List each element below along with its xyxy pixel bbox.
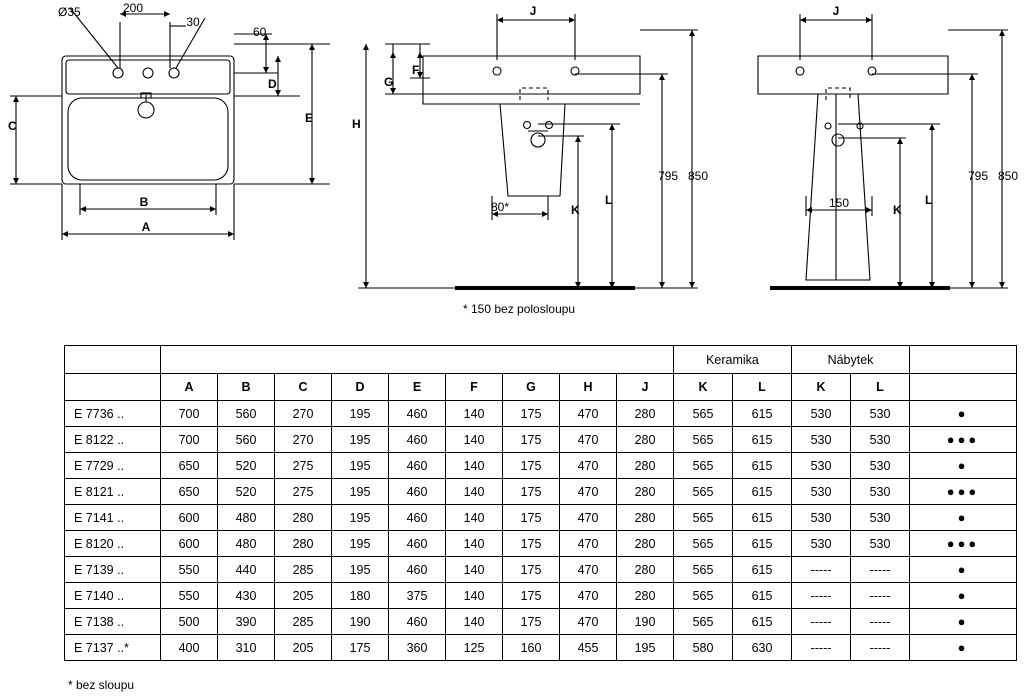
table-row bbox=[65, 557, 1017, 583]
cell-value: 195 bbox=[332, 505, 389, 531]
cell-variant-dots: ● bbox=[910, 453, 1017, 479]
cell-value: 195 bbox=[617, 635, 674, 661]
table-row bbox=[65, 401, 1017, 427]
cell-value: 280 bbox=[617, 453, 674, 479]
cell-value: 140 bbox=[446, 505, 503, 531]
cell-value: 565 bbox=[674, 557, 733, 583]
column-header-A: A bbox=[161, 374, 218, 401]
cell-value: 140 bbox=[446, 453, 503, 479]
cell-model: E 7736 .. bbox=[65, 401, 161, 427]
cell-value: 140 bbox=[446, 583, 503, 609]
label-E: E bbox=[305, 111, 314, 125]
cell-value: 285 bbox=[275, 609, 332, 635]
cell-value: 205 bbox=[275, 635, 332, 661]
cell-model: E 7140 .. bbox=[65, 583, 161, 609]
cell-value: 530 bbox=[792, 453, 851, 479]
label-L-pedestal: L bbox=[925, 193, 933, 207]
cell-value: 460 bbox=[389, 479, 446, 505]
cell-model: E 7729 .. bbox=[65, 453, 161, 479]
cell-value: 175 bbox=[503, 427, 560, 453]
cell-value: 530 bbox=[851, 531, 910, 557]
cell-value: 650 bbox=[161, 479, 218, 505]
cell-value: 175 bbox=[503, 531, 560, 557]
label-795-pedestal: 795 bbox=[968, 169, 989, 183]
column-header-L-furniture: L bbox=[851, 374, 910, 401]
label-H: H bbox=[352, 117, 361, 131]
label-850-side: 850 bbox=[688, 169, 709, 183]
column-header-C: C bbox=[275, 374, 332, 401]
cell-value: ----- bbox=[851, 583, 910, 609]
cell-value: 565 bbox=[674, 479, 733, 505]
column-header-K-ceramic: K bbox=[674, 374, 733, 401]
cell-value: 310 bbox=[218, 635, 275, 661]
cell-value: 530 bbox=[792, 479, 851, 505]
label-30: 30 bbox=[186, 15, 200, 29]
cell-value: 650 bbox=[161, 453, 218, 479]
cell-value: 615 bbox=[733, 453, 792, 479]
cell-value: 280 bbox=[617, 583, 674, 609]
table-row bbox=[65, 505, 1017, 531]
cell-value: 140 bbox=[446, 427, 503, 453]
cell-value: 530 bbox=[792, 401, 851, 427]
cell-variant-dots: ●●● bbox=[910, 479, 1017, 505]
cell-value: 700 bbox=[161, 427, 218, 453]
label-tap-hole-diameter: Ø35 bbox=[58, 5, 81, 19]
cell-value: 470 bbox=[560, 505, 617, 531]
cell-value: 280 bbox=[617, 401, 674, 427]
cell-value: 195 bbox=[332, 531, 389, 557]
cell-variant-dots: ● bbox=[910, 635, 1017, 661]
cell-value: 280 bbox=[617, 427, 674, 453]
column-header-H: H bbox=[560, 374, 617, 401]
cell-value: 175 bbox=[503, 479, 560, 505]
cell-value: 175 bbox=[332, 635, 389, 661]
cell-value: 360 bbox=[389, 635, 446, 661]
cell-value: 195 bbox=[332, 557, 389, 583]
cell-variant-dots: ●●● bbox=[910, 531, 1017, 557]
cell-variant-dots: ● bbox=[910, 609, 1017, 635]
cell-value: 615 bbox=[733, 583, 792, 609]
column-header-model bbox=[65, 374, 161, 401]
blank-cell bbox=[65, 346, 161, 374]
cell-value: 190 bbox=[617, 609, 674, 635]
cell-value: 140 bbox=[446, 401, 503, 427]
note-semi-pedestal: * 150 bez polosloupu bbox=[463, 302, 576, 316]
cell-value: 180 bbox=[332, 583, 389, 609]
column-header-G: G bbox=[503, 374, 560, 401]
cell-value: 565 bbox=[674, 453, 733, 479]
cell-value: 530 bbox=[851, 505, 910, 531]
cell-value: 565 bbox=[674, 505, 733, 531]
cell-value: 530 bbox=[792, 531, 851, 557]
column-header-B: B bbox=[218, 374, 275, 401]
label-J-pedestal: J bbox=[832, 4, 840, 18]
cell-value: 615 bbox=[733, 557, 792, 583]
cell-variant-dots: ● bbox=[910, 401, 1017, 427]
cell-value: 440 bbox=[218, 557, 275, 583]
note-without-pedestal: * bez sloupu bbox=[68, 678, 135, 692]
cell-value: 190 bbox=[332, 609, 389, 635]
cell-value: 480 bbox=[218, 531, 275, 557]
cell-value: 175 bbox=[503, 609, 560, 635]
cell-value: 530 bbox=[851, 453, 910, 479]
cell-value: 280 bbox=[617, 479, 674, 505]
group-header-ceramic: Keramika bbox=[674, 346, 792, 374]
label-L-side: L bbox=[605, 193, 613, 207]
cell-value: 615 bbox=[733, 609, 792, 635]
cell-value: 470 bbox=[560, 531, 617, 557]
table-row bbox=[65, 635, 1017, 661]
label-C: C bbox=[8, 119, 17, 133]
cell-value: 280 bbox=[617, 531, 674, 557]
table-column-header-row bbox=[65, 374, 1017, 401]
cell-model: E 7141 .. bbox=[65, 505, 161, 531]
cell-model: E 7138 .. bbox=[65, 609, 161, 635]
cell-value: 280 bbox=[275, 505, 332, 531]
cell-value: 205 bbox=[275, 583, 332, 609]
label-850-pedestal: 850 bbox=[998, 169, 1019, 183]
label-795-side: 795 bbox=[658, 169, 679, 183]
cell-value: 140 bbox=[446, 609, 503, 635]
cell-value: 285 bbox=[275, 557, 332, 583]
cell-value: 400 bbox=[161, 635, 218, 661]
table-row bbox=[65, 479, 1017, 505]
cell-value: 470 bbox=[560, 479, 617, 505]
cell-value: 600 bbox=[161, 531, 218, 557]
cell-value: 560 bbox=[218, 401, 275, 427]
cell-value: 520 bbox=[218, 479, 275, 505]
cell-value: ----- bbox=[792, 609, 851, 635]
cell-variant-dots: ● bbox=[910, 505, 1017, 531]
cell-value: 175 bbox=[503, 557, 560, 583]
cell-value: 530 bbox=[851, 401, 910, 427]
cell-value: 470 bbox=[560, 453, 617, 479]
label-K-side: K bbox=[571, 203, 580, 217]
column-header-D: D bbox=[332, 374, 389, 401]
table-row bbox=[65, 531, 1017, 557]
cell-value: 565 bbox=[674, 583, 733, 609]
cell-value: 280 bbox=[617, 505, 674, 531]
column-header-J: J bbox=[617, 374, 674, 401]
cell-value: 175 bbox=[503, 401, 560, 427]
dimensions-table bbox=[64, 345, 1017, 661]
cell-value: 630 bbox=[733, 635, 792, 661]
cell-value: 470 bbox=[560, 557, 617, 583]
cell-value: 195 bbox=[332, 401, 389, 427]
cell-value: 275 bbox=[275, 479, 332, 505]
table-group-header-row bbox=[65, 346, 1017, 374]
cell-value: 430 bbox=[218, 583, 275, 609]
cell-value: 565 bbox=[674, 401, 733, 427]
cell-value: 520 bbox=[218, 453, 275, 479]
cell-value: 565 bbox=[674, 427, 733, 453]
cell-value: 460 bbox=[389, 453, 446, 479]
cell-value: 270 bbox=[275, 427, 332, 453]
cell-value: ----- bbox=[792, 635, 851, 661]
group-header-furniture: Nábytek bbox=[792, 346, 910, 374]
cell-value: 500 bbox=[161, 609, 218, 635]
cell-value: 615 bbox=[733, 401, 792, 427]
cell-value: 530 bbox=[792, 427, 851, 453]
cell-value: 195 bbox=[332, 453, 389, 479]
cell-value: 480 bbox=[218, 505, 275, 531]
cell-value: 270 bbox=[275, 401, 332, 427]
column-header-K-furniture: K bbox=[792, 374, 851, 401]
cell-value: 550 bbox=[161, 557, 218, 583]
cell-value: 615 bbox=[733, 531, 792, 557]
column-header-E: E bbox=[389, 374, 446, 401]
cell-value: 560 bbox=[218, 427, 275, 453]
label-J-side: J bbox=[529, 4, 537, 18]
cell-value: 175 bbox=[503, 453, 560, 479]
cell-value: 125 bbox=[446, 635, 503, 661]
label-D: D bbox=[268, 77, 277, 91]
cell-value: 580 bbox=[674, 635, 733, 661]
label-K-pedestal: K bbox=[893, 203, 902, 217]
cell-value: 565 bbox=[674, 609, 733, 635]
cell-value: 460 bbox=[389, 609, 446, 635]
blank-cell-dots bbox=[910, 346, 1017, 374]
cell-value: 530 bbox=[851, 479, 910, 505]
cell-variant-dots: ● bbox=[910, 583, 1017, 609]
cell-value: 195 bbox=[332, 427, 389, 453]
cell-value: 530 bbox=[792, 505, 851, 531]
cell-value: 175 bbox=[503, 505, 560, 531]
cell-model: E 7137 ..* bbox=[65, 635, 161, 661]
cell-value: ----- bbox=[851, 557, 910, 583]
cell-value: 615 bbox=[733, 479, 792, 505]
cell-value: 470 bbox=[560, 401, 617, 427]
cell-value: 175 bbox=[503, 583, 560, 609]
label-F: F bbox=[412, 63, 420, 77]
cell-value: 460 bbox=[389, 427, 446, 453]
cell-model: E 8120 .. bbox=[65, 531, 161, 557]
cell-value: 700 bbox=[161, 401, 218, 427]
cell-value: 460 bbox=[389, 505, 446, 531]
cell-value: 160 bbox=[503, 635, 560, 661]
cell-value: ----- bbox=[851, 635, 910, 661]
column-header-variants bbox=[910, 374, 1017, 401]
dimension-drawings bbox=[0, 0, 1024, 330]
cell-value: ----- bbox=[792, 557, 851, 583]
cell-value: 455 bbox=[560, 635, 617, 661]
cell-value: ----- bbox=[851, 609, 910, 635]
cell-value: 140 bbox=[446, 531, 503, 557]
cell-value: 280 bbox=[617, 557, 674, 583]
cell-model: E 8122 .. bbox=[65, 427, 161, 453]
cell-value: ----- bbox=[792, 583, 851, 609]
cell-value: 600 bbox=[161, 505, 218, 531]
cell-value: 280 bbox=[275, 531, 332, 557]
cell-value: 565 bbox=[674, 531, 733, 557]
column-header-F: F bbox=[446, 374, 503, 401]
cell-value: 375 bbox=[389, 583, 446, 609]
blank-cell-dims bbox=[161, 346, 674, 374]
label-A: A bbox=[141, 220, 151, 234]
cell-value: 530 bbox=[851, 427, 910, 453]
label-G: G bbox=[384, 75, 394, 89]
cell-value: 470 bbox=[560, 609, 617, 635]
cell-value: 275 bbox=[275, 453, 332, 479]
cell-value: 615 bbox=[733, 427, 792, 453]
cell-value: 460 bbox=[389, 557, 446, 583]
column-header-L-ceramic: L bbox=[733, 374, 792, 401]
cell-value: 550 bbox=[161, 583, 218, 609]
table-body bbox=[65, 401, 1017, 661]
cell-value: 390 bbox=[218, 609, 275, 635]
cell-value: 140 bbox=[446, 557, 503, 583]
cell-value: 470 bbox=[560, 583, 617, 609]
label-60: 60 bbox=[253, 25, 267, 39]
cell-value: 470 bbox=[560, 427, 617, 453]
table-row bbox=[65, 427, 1017, 453]
table-row bbox=[65, 583, 1017, 609]
cell-value: 195 bbox=[332, 479, 389, 505]
cell-variant-dots: ●●● bbox=[910, 427, 1017, 453]
cell-variant-dots: ● bbox=[910, 557, 1017, 583]
table-row bbox=[65, 609, 1017, 635]
label-80: 80* bbox=[491, 200, 510, 214]
cell-value: 460 bbox=[389, 531, 446, 557]
cell-value: 140 bbox=[446, 479, 503, 505]
cell-model: E 8121 .. bbox=[65, 479, 161, 505]
label-150: 150 bbox=[828, 196, 850, 210]
cell-value: 460 bbox=[389, 401, 446, 427]
label-200: 200 bbox=[122, 1, 144, 15]
cell-model: E 7139 .. bbox=[65, 557, 161, 583]
table-row bbox=[65, 453, 1017, 479]
cell-value: 615 bbox=[733, 505, 792, 531]
label-B: B bbox=[139, 195, 149, 209]
